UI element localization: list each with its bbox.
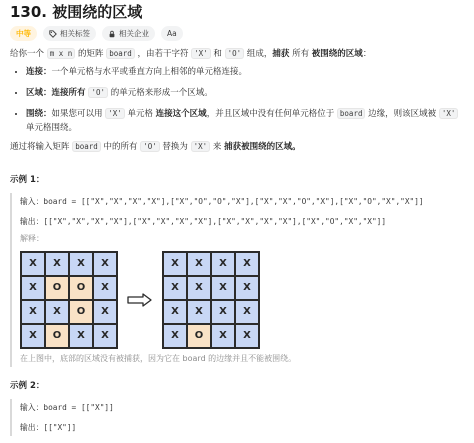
rule-surround	[26, 107, 464, 135]
example-1-illustration	[20, 251, 464, 349]
inline-code: 'X'	[105, 108, 125, 119]
grid-cell: X	[163, 300, 187, 324]
grid-cell: X	[21, 252, 45, 276]
grid-cell: O	[187, 324, 211, 348]
text: 替换为	[159, 142, 191, 152]
board-before-grid	[20, 251, 118, 349]
output-value: [["X","X","X","X"],["X","X","X","X"],["X","X","X","X"],["X","O","X","X"]]	[43, 216, 387, 226]
grid-cell: X	[211, 276, 235, 300]
input-value: board = [["X"]]	[43, 402, 114, 412]
rule-text: 单元格围绕。	[26, 123, 78, 133]
rule-term: 连接：	[26, 67, 52, 77]
example-1-box	[10, 193, 464, 367]
grid-cell: X	[21, 300, 45, 324]
rule-term: 围绕：	[26, 109, 52, 119]
inline-code: 'O'	[140, 141, 160, 152]
bold-text: 捕获	[272, 49, 290, 59]
grid-cell: X	[187, 252, 211, 276]
text: 给你一个	[10, 49, 47, 59]
rules-list	[26, 65, 464, 135]
text: ：	[362, 49, 372, 59]
inline-code: 'X'	[439, 108, 459, 119]
output-value: [["X"]]	[43, 422, 77, 432]
grid-cell: X	[69, 324, 93, 348]
rule-connect	[26, 65, 464, 79]
related-companies-label: 相关企业	[119, 28, 149, 38]
difficulty-badge[interactable]: 中等	[10, 26, 37, 41]
rule-region	[26, 86, 464, 100]
input-value: board = [["X","X","X","X"],["X","O","O","X"],["X","X","O","X"],["X","O","X","X"]]	[43, 196, 424, 206]
inline-code: 'O'	[88, 87, 108, 98]
example-1-input	[20, 195, 464, 208]
text: 组成，	[244, 49, 273, 59]
grid-cell: X	[45, 252, 69, 276]
grid-cell: O	[45, 276, 69, 300]
grid-cell: X	[187, 300, 211, 324]
inline-code: 'O'	[225, 48, 245, 59]
bold-text: 捕获被围绕的区域。	[224, 142, 301, 152]
text: 中的所有	[100, 142, 141, 152]
text: 的矩阵	[75, 49, 107, 59]
rule-text: 单元格	[124, 109, 156, 119]
example-1-output	[20, 215, 464, 228]
bold-text: 被围绕的区域	[311, 49, 363, 59]
grid-cell: X	[235, 300, 259, 324]
grid-cell: X	[69, 252, 93, 276]
grid-cell: X	[235, 276, 259, 300]
font-size-button[interactable]: Aa	[161, 26, 183, 41]
grid-cell: O	[69, 276, 93, 300]
text: 通过将输入矩阵	[10, 142, 73, 152]
inline-code: 'X'	[191, 141, 211, 152]
description-paragraph-2	[10, 140, 464, 154]
rule-text: 一个单元格与水平或垂直方向上相邻的单元格连接。	[51, 67, 248, 77]
rule-text: 如果您可以用	[51, 109, 106, 119]
tag-icon	[49, 30, 57, 38]
grid-cell: X	[21, 276, 45, 300]
grid-cell: O	[69, 300, 93, 324]
grid-cell: X	[211, 324, 235, 348]
page-title: 130. 被围绕的区域	[10, 3, 143, 21]
lock-icon	[108, 30, 116, 38]
example-2-box	[10, 399, 464, 436]
rule-text: ，并且区域中没有任何单元格位于	[206, 109, 337, 119]
inline-code: 'X'	[191, 48, 211, 59]
grid-cell: X	[93, 276, 117, 300]
bold-text: 连接所有	[51, 88, 89, 98]
board-after-grid	[162, 251, 260, 349]
inline-code: board	[106, 48, 135, 59]
grid-cell: X	[163, 252, 187, 276]
rule-term: 区域：	[26, 88, 52, 98]
rule-text: 的单元格来形成一个区域。	[108, 88, 213, 98]
example-2-title: 示例 2：	[10, 380, 45, 391]
grid-cell: X	[93, 300, 117, 324]
explain-label: 解释：	[20, 233, 44, 243]
grid-cell: X	[235, 324, 259, 348]
related-tags-label: 相关标签	[60, 28, 90, 38]
inline-code: board	[72, 141, 101, 152]
inline-code: board	[337, 108, 366, 119]
grid-cell: X	[235, 252, 259, 276]
example-2-output	[20, 421, 464, 434]
input-label: 输入：	[20, 196, 44, 206]
grid-cell: X	[93, 252, 117, 276]
related-companies-button[interactable]	[102, 26, 155, 41]
output-label: 输出：	[20, 422, 44, 432]
text: 和	[210, 49, 225, 59]
grid-cell: X	[187, 276, 211, 300]
text: 所有	[289, 49, 312, 59]
description-paragraph-1	[10, 47, 464, 61]
grid-cell: X	[211, 300, 235, 324]
example-2-input	[20, 401, 464, 414]
text: ，由若干字符	[134, 49, 192, 59]
input-label: 输入：	[20, 402, 44, 412]
tag-bar	[10, 25, 464, 42]
example-1-caption: 在上图中，底部的区域没有被捕获，因为它在 board 的边缘并且不能被围绕。	[20, 353, 297, 363]
grid-cell: X	[21, 324, 45, 348]
grid-cell: X	[163, 324, 187, 348]
output-label: 输出：	[20, 216, 44, 226]
grid-cell: X	[211, 252, 235, 276]
text: 来	[210, 142, 225, 152]
related-tags-button[interactable]	[43, 26, 96, 41]
grid-cell: O	[45, 324, 69, 348]
bold-text: 连接这个区域	[155, 109, 207, 119]
grid-cell: X	[45, 300, 69, 324]
example-1-title: 示例 1：	[10, 175, 45, 185]
inline-code: m x n	[47, 48, 76, 59]
grid-cell: X	[163, 276, 187, 300]
grid-cell: X	[93, 324, 117, 348]
rule-text: 边缘，则该区域被	[365, 109, 439, 119]
arrow-right-icon	[126, 292, 154, 308]
